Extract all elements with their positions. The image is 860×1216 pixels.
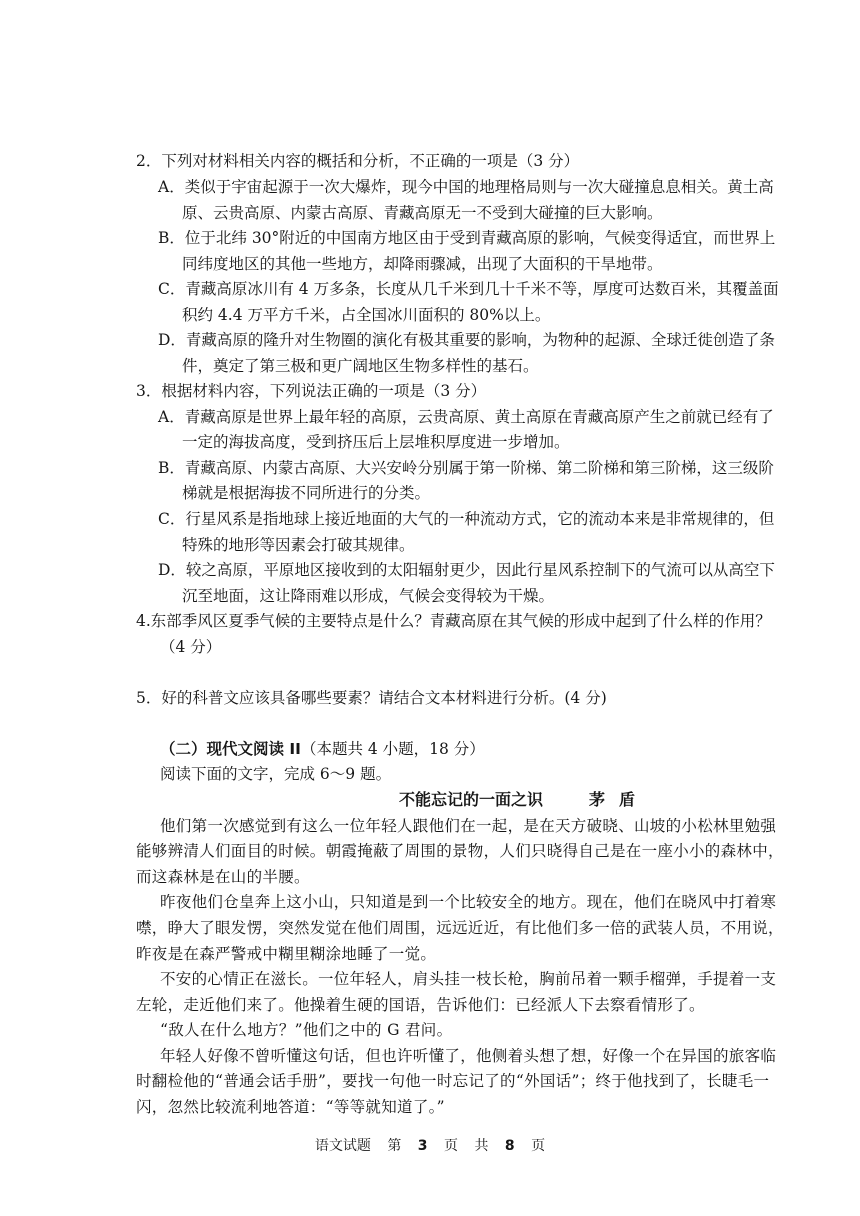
footer-total-pages: 8 — [504, 1138, 515, 1154]
article-p1-line2: 能够辨清人们面目的时候。朝霞掩蔽了周围的景物，人们只晓得自己是在一座小小的森林中， — [136, 842, 784, 860]
q3-option-c-line2: 特殊的地形等因素会打破其规律。 — [182, 536, 415, 554]
q4-points: （4 分） — [160, 638, 222, 656]
q3-option-c-line1: C．行星风系是指地球上接近地面的大气的一种流动方式，它的流动本来是非常规律的，但 — [158, 510, 775, 528]
article-p5-line3: 闪，忽然比较流利地答道：“等等就知道了。” — [136, 1098, 445, 1116]
article-p3-line1: 不安的心情正在滋长。一位年轻人，肩头挂一枝长枪，胸前吊着一颗手榴弹，手提着一支 — [160, 970, 777, 988]
footer-gong: 共 — [474, 1138, 489, 1154]
footer-ye1: 页 — [444, 1138, 458, 1154]
q3-option-d-line2: 沉至地面，这让降雨难以形成，气候会变得较为干燥。 — [182, 587, 555, 605]
article-p1-line1: 他们第一次感觉到有这么一位年轻人跟他们在一起，是在天方破晓、山坡的小松林里勉强 — [160, 817, 777, 835]
footer-subject: 语文试题 — [314, 1138, 371, 1154]
article-p4-line1: “敌人在什么地方？”他们之中的 G 君问。 — [160, 1021, 453, 1039]
article-p5-line1: 年轻人好像不曾听懂这句话，但也许听懂了，他侧着头想了想，好像一个在异国的旅客临 — [160, 1047, 777, 1065]
q4-stem: 4.东部季风区夏季气候的主要特点是什么？青藏高原在其气候的形成中起到了什么样的作用？ — [136, 612, 771, 630]
q2-option-d-line2: 件，奠定了第三极和更广阔地区生物多样性的基石。 — [182, 357, 539, 375]
q2-option-b-line2: 同纬度地区的其他一些地方，却降雨骤减，出现了大面积的干旱地带。 — [182, 255, 663, 273]
article-p2-line2: 噤，睁大了眼发愣，突然发觉在他们周围，远远近近，有比他们多一倍的武装人员，不用说， — [136, 919, 784, 937]
q2-option-d-line1: D．青藏高原的隆升对生物圈的演化有极其重要的影响，为物种的起源、全球迁徙创造了条 — [158, 331, 775, 349]
q5-stem: 5．好的科普文应该具备哪些要素？请结合文本材料进行分析。(4 分) — [136, 689, 607, 707]
q3-option-a-line2: 一定的海拔高度，受到挤压后上层堆积厚度进一步增加。 — [182, 433, 570, 451]
q3-option-b-line2: 梯就是根据海拔不同所进行的分类。 — [182, 484, 431, 502]
q2-option-a-line2: 原、云贵高原、内蒙古高原、青藏高原无一不受到大碰撞的巨大影响。 — [182, 204, 663, 222]
q2-option-c-line2: 积约 4.4 万平方千米，占全国冰川面积的 80%以上。 — [182, 306, 551, 324]
q3-option-d-line1: D．较之高原，平原地区接收到的太阳辐射更少，因此行星风系控制下的气流可以从高空下 — [158, 561, 775, 579]
q2-option-c-line1: C．青藏高原冰川有 4 万多条，长度从几千米到几十千米不等，厚度可达数百米，其覆盖面 — [158, 280, 779, 298]
section-info: （本题共 4 小题，18 分） — [300, 740, 485, 758]
article-author: 茅盾 — [589, 790, 650, 809]
article-p1-line3: 而这森林是在山的半腰。 — [136, 868, 310, 886]
article-p5-line2: 时翻检他的“普通会话手册”，要找一句他一时忘记了的“外国话”；终于他找到了，长睫毛一 — [136, 1072, 770, 1090]
q2-option-b-line1: B．位于北纬 30°附近的中国南方地区由于受到青藏高原的影响，气候变得适宜，而世界上 — [158, 229, 776, 247]
article-p2-line3: 昨夜是在森严警戒中糊里糊涂地睡了一觉。 — [136, 945, 437, 963]
page-footer — [0, 1135, 860, 1155]
article-p3-line2: 左轮，走近他们来了。他操着生硬的国语，告诉他们：已经派人下去察看情形了。 — [136, 996, 705, 1014]
section-instruction: 阅读下面的文字，完成 6～9 题。 — [160, 765, 392, 783]
article-p2-line1: 昨夜他们仓皇奔上这小山，只知道是到一个比较安全的地方。现在，他们在晓风中打着寒 — [160, 893, 777, 911]
section-heading — [160, 739, 485, 759]
footer-page-number: 3 — [417, 1138, 428, 1154]
section-title: （二）现代文阅读 II — [160, 740, 301, 758]
q2-option-a-line1: A．类似于宇宙起源于一次大爆炸，现今中国的地理格局则与一次大碰撞息息相关。黄土高 — [158, 178, 774, 196]
q3-option-a-line1: A．青藏高原是世界上最年轻的高原，云贵高原、黄土高原在青藏高原产生之前就已经有了 — [158, 408, 774, 426]
q3-option-b-line1: B．青藏高原、内蒙古高原、大兴安岭分别属于第一阶梯、第二阶梯和第三阶梯，这三级阶 — [158, 459, 774, 477]
article-title: 不能忘记的一面之识 — [399, 790, 544, 809]
q2-stem: 2．下列对材料相关内容的概括和分析，不正确的一项是（3 分） — [136, 152, 580, 170]
footer-di: 第 — [387, 1138, 402, 1154]
q3-stem: 3．根据材料内容，下列说法正确的一项是（3 分） — [136, 382, 487, 400]
footer-ye2: 页 — [531, 1138, 546, 1154]
